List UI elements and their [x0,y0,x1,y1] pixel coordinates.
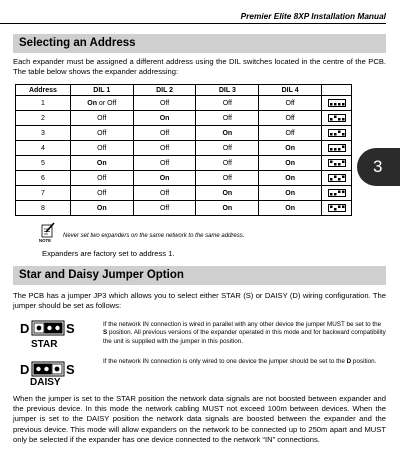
section-heading-address: Selecting an Address [13,34,386,53]
cell-dil2: On [133,171,196,186]
factory-default-text: Expanders are factory set to address 1. [42,249,175,258]
cell-dil3: Off [196,156,259,171]
cell-dil4: Off [259,111,322,126]
daisy-desc-part: If the network IN connection is only wired to one device the jumper should be set to the [103,358,347,365]
daisy-jumper-icon [20,361,78,377]
dil-switch-icon [328,174,346,182]
header-rule [0,23,386,24]
cell-address: 1 [16,96,71,111]
cell-dil1-rest: or Off [96,99,117,107]
cell-dil4: On [259,186,322,201]
cell-address: 8 [16,201,71,216]
cell-dil2: On [133,111,196,126]
cell-dil3: Off [196,96,259,111]
cell-dil2: Off [133,201,196,216]
cell-dil4: On [259,141,322,156]
table-header-row [16,85,352,96]
dil-switch-icon [328,204,346,212]
daisy-desc-part: position. [351,358,377,365]
cell-switch [322,156,352,171]
cell-dil2: Off [133,156,196,171]
jumper-intro: The PCB has a jumper JP3 which allows you to select either STAR (S) or DAISY (D) wiring configuration. The jumper should be set as follows: [13,291,386,311]
table-row [16,201,352,216]
cell-dil3: On [196,201,259,216]
dil-switch-icon [328,189,346,197]
cell-switch [322,96,352,111]
cell-dil1: On [70,201,133,216]
chapter-tab: 3 [357,148,400,186]
cell-dil1 [70,96,133,111]
cell-dil1: On [70,156,133,171]
table-row [16,186,352,201]
cell-switch [322,186,352,201]
cell-address: 6 [16,171,71,186]
cell-switch [322,141,352,156]
dil-switch-icon [328,159,346,167]
table-row [16,111,352,126]
cell-address: 7 [16,186,71,201]
daisy-label: DAISY [30,377,61,388]
cell-address: 2 [16,111,71,126]
cell-dil2: Off [133,126,196,141]
cell-dil2: Off [133,186,196,201]
cell-dil2: Off [133,96,196,111]
cell-dil1: Off [70,126,133,141]
star-desc-bold: S [103,329,108,337]
col-dil4: DIL 4 [259,85,322,96]
cell-dil1-on: On [87,99,97,107]
star-jumper-letter-s: S [66,321,75,336]
note-label: NOTE [39,238,51,243]
col-switch [322,85,352,96]
col-dil3: DIL 3 [196,85,259,96]
note-pencil-icon [41,222,55,238]
star-desc-part: If the network IN connection is wired in parallel with any other device the jumper MUST be set to the [103,321,382,328]
table-row [16,126,352,141]
dil-switch-icon [328,129,346,137]
cell-dil3: Off [196,171,259,186]
table-row [16,156,352,171]
cell-dil1: Off [70,141,133,156]
cell-address: 4 [16,141,71,156]
cell-dil3: Off [196,141,259,156]
col-dil2: DIL 2 [133,85,196,96]
cell-dil2: Off [133,141,196,156]
cell-switch [322,111,352,126]
table-row [16,171,352,186]
star-description [103,321,386,346]
daisy-description [103,358,386,366]
cell-switch [322,171,352,186]
dil-switch-icon [328,99,346,107]
dil-switch-icon [328,144,346,152]
daisy-jumper-letter-d: D [20,362,30,377]
cell-dil4: On [259,201,322,216]
cell-dil4: Off [259,126,322,141]
daisy-desc-bold: D [346,358,352,365]
cell-dil4: Off [259,96,322,111]
cell-switch [322,201,352,216]
cell-dil1: Off [70,186,133,201]
cell-switch [322,126,352,141]
cell-dil4: On [259,171,322,186]
jumper-closing-paragraph: When the jumper is set to the STAR position the network data signals are not boosted between expander and the previous device. In this mode the network cabling MUST not exceed 100m between devices. When the jumper is set to the DAISY position the network data signals are boosted between the expander and the previous device. This mode will allow expanders on the network to be connected up to 250m apart and MUST only be selected if the expander has one device connected to the network “IN” connections. [13,394,386,444]
cell-dil4: On [259,156,322,171]
star-jumper-letter-d: D [20,321,30,336]
star-label: STAR [31,339,58,350]
cell-dil3: Off [196,111,259,126]
cell-dil1: Off [70,171,133,186]
cell-dil1: Off [70,111,133,126]
table-row [16,141,352,156]
cell-dil3: On [196,186,259,201]
address-table [15,84,352,216]
daisy-jumper-letter-s: S [66,362,75,377]
dil-switch-icon [328,114,346,122]
cell-address: 5 [16,156,71,171]
note-text: Never set two expanders on the same network to the same address. [63,233,245,239]
cell-address: 3 [16,126,71,141]
col-dil1: DIL 1 [70,85,133,96]
cell-dil3: On [196,126,259,141]
table-row [16,96,352,111]
manual-title: Premier Elite 8XP Installation Manual [240,11,386,21]
address-intro: Each expander must be assigned a different address using the DIL switches located in the centre of the PCB. The table below shows the expander addressing: [13,57,386,77]
star-jumper-icon [20,320,78,336]
section-heading-jumper: Star and Daisy Jumper Option [13,266,386,285]
col-address: Address [16,85,71,96]
star-desc-part: position. All previous versions of the expander operated in this mode and for backward compatibility the unit is supplied with the jumper in this position. [103,329,386,345]
